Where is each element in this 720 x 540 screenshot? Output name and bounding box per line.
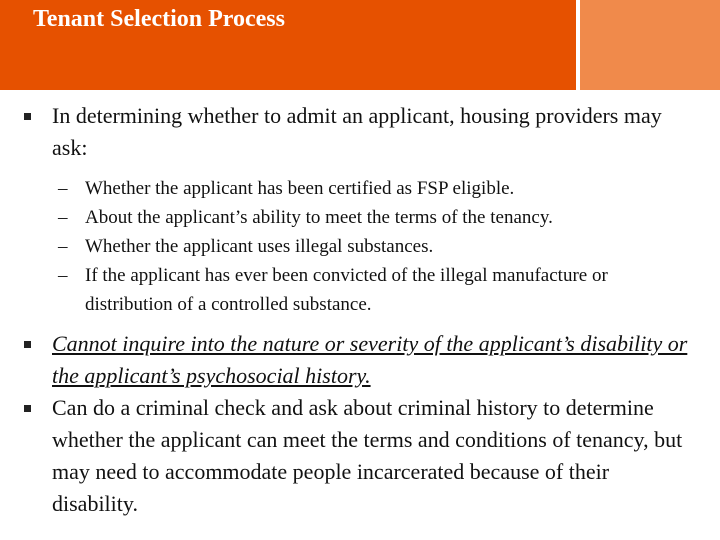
- sub-bullet-item: [0, 203, 720, 232]
- square-bullet-icon: [24, 113, 31, 120]
- bullet-text: Can do a criminal check and ask about criminal history to determine whether the applicant can meet the terms and conditions of tenancy, but may need to accommodate people incarcerated because of their disability.: [52, 395, 683, 516]
- sub-bullet-item: [0, 174, 720, 203]
- slide-title: Tenant Selection Process: [33, 6, 285, 32]
- dash-bullet: –: [58, 265, 68, 286]
- dash-bullet: –: [58, 207, 68, 228]
- bullet-item: [0, 328, 720, 392]
- sub-bullet-text: Whether the applicant has been certified as FSP eligible.: [85, 178, 515, 199]
- bullet-text-emphasized: Cannot inquire into the nature or severity of the applicant’s disability or the applicant’s psychosocial history.: [52, 331, 688, 388]
- dash-bullet: –: [58, 236, 68, 257]
- sub-bullet-text: About the applicant’s ability to meet the terms of the tenancy.: [85, 207, 553, 228]
- bullet-item: [0, 100, 720, 164]
- slide-content: [0, 100, 720, 520]
- sub-bullet-text: If the applicant has ever been convicted of the illegal manufacture or distribution of a controlled substance.: [85, 265, 608, 315]
- square-bullet-icon: [24, 405, 31, 412]
- bullet-text: In determining whether to admit an applicant, housing providers may ask:: [52, 103, 662, 160]
- sub-bullet-item: [0, 261, 720, 319]
- header-accent-block: [580, 0, 720, 90]
- dash-bullet: –: [58, 178, 68, 199]
- sub-bullet-item: [0, 232, 720, 261]
- sub-bullet-text: Whether the applicant uses illegal substances.: [85, 236, 434, 257]
- square-bullet-icon: [24, 341, 31, 348]
- sub-bullet-list: [0, 174, 720, 319]
- bullet-item: [0, 392, 720, 520]
